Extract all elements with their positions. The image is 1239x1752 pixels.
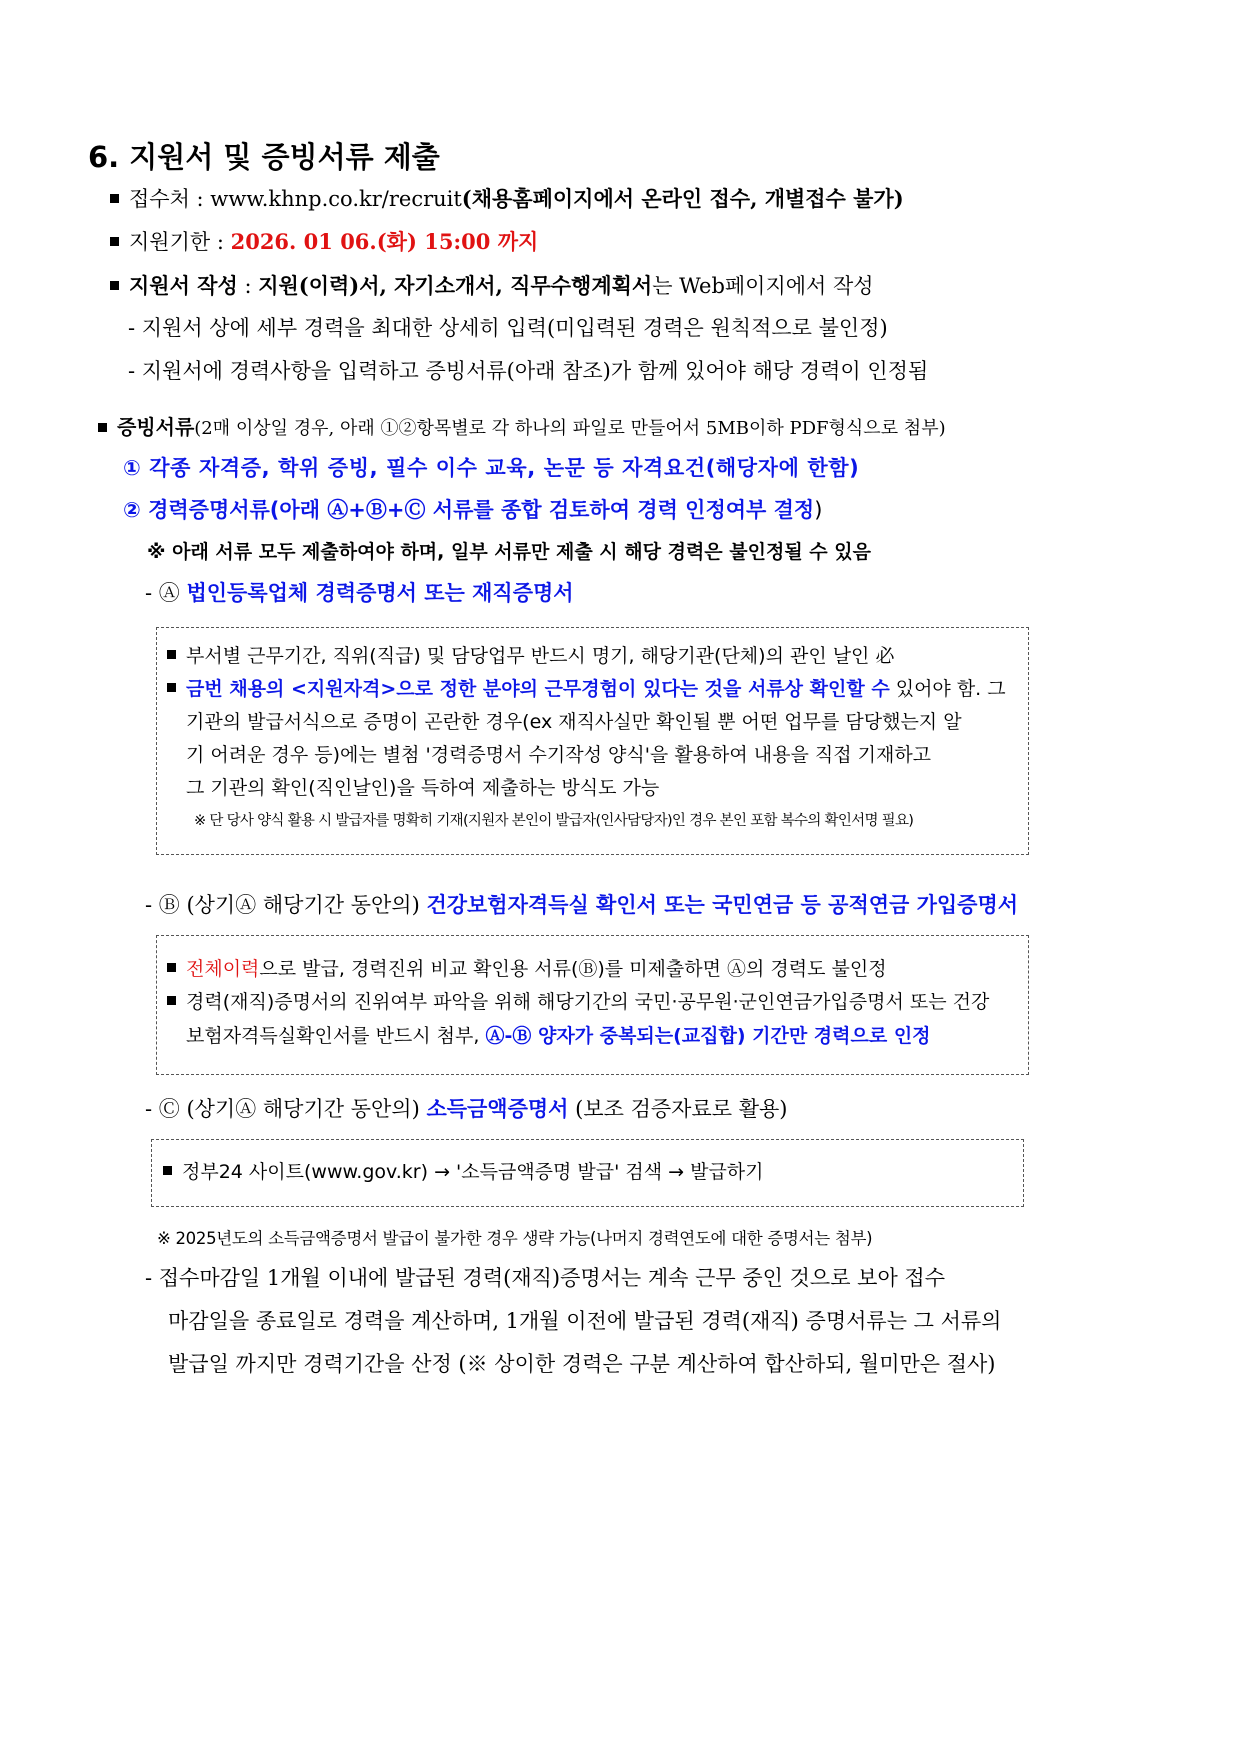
doc-a-box-note: ※ 단 당사 양식 활용 시 발급자를 명확히 기재(지원자 본인이 발급자(인사담당자)인 경우 본인 포함 복수의 확인서명 필요) bbox=[194, 813, 914, 829]
proof-item-2-main: ② 경력증명서류(아래 Ⓐ+Ⓑ+Ⓒ 서류를 종합 검토하여 경력 인정여부 결정 bbox=[123, 498, 815, 522]
reception-note: (채용홈페이지에서 온라인 접수, 개별접수 불가) bbox=[461, 186, 904, 211]
final-line-2: 마감일을 종료일로 경력을 계산하며, 1개월 이전에 발급된 경력(재직) 증명서류는 그 서류의 bbox=[168, 1309, 1002, 1333]
proof-line bbox=[98, 415, 946, 440]
doc-b-box-line-1: 전체이력으로 발급, 경력진위 비교 확인용 서류(Ⓑ)를 미제출하면 Ⓐ의 경력도 불인정 bbox=[167, 958, 887, 981]
doc-a-box-line-3: 기관의 발급서식으로 증명이 곤란한 경우(ex 재직사실만 확인될 뿐 어떤 업무를 담당했는지 알 bbox=[186, 711, 962, 733]
deadline-value: 2026. 01 06.(화) 15:00 까지 bbox=[230, 229, 539, 254]
doc-a-box-line-4: 기 어려운 경우 등)에는 별첨 '경력증명서 수기작성 양식'을 활용하여 내용을 직접 기재하고 bbox=[186, 744, 932, 766]
writing-note-2: - 지원서에 경력사항을 입력하고 증빙서류(아래 참조)가 함께 있어야 해당 경력이 인정됨 bbox=[128, 359, 929, 383]
doc-a-box-line-2: 금번 채용의 <지원자격>으로 정한 분야의 근무경험이 있다는 것을 서류상 확인할 수 있어야 함. 그 bbox=[167, 678, 1006, 701]
square-bullet-icon bbox=[110, 194, 119, 203]
writing-items: 지원(이력)서, 자기소개서, 직무수행계획서 bbox=[258, 273, 653, 298]
deadline-label: 지원기한 : bbox=[129, 230, 224, 254]
reception-url: www.khnp.co.kr/recruit bbox=[210, 187, 462, 211]
doc-c-box-line-1: 정부24 사이트(www.gov.kr) → '소득금액증명 발급' 검색 → 발급하기 bbox=[163, 1161, 764, 1184]
proof-item-2 bbox=[123, 498, 822, 523]
square-bullet-icon bbox=[167, 650, 176, 659]
square-bullet-icon bbox=[110, 237, 119, 246]
square-bullet-icon bbox=[167, 683, 176, 692]
doc-c-title: 소득금액증명서 bbox=[426, 1097, 569, 1121]
doc-a-box-line-5: 그 기관의 확인(직인날인)을 득하여 제출하는 방식도 가능 bbox=[186, 777, 660, 799]
square-bullet-icon bbox=[167, 996, 176, 1005]
deadline-line bbox=[110, 229, 538, 255]
proof-note: (2매 이상일 경우, 아래 ①②항목별로 각 하나의 파일로 만들어서 5MB이하 PDF형식으로 첨부) bbox=[194, 418, 946, 439]
doc-c-suffix: (보조 검증자료로 활용) bbox=[575, 1097, 788, 1121]
reception-label: 접수처 : bbox=[129, 187, 204, 211]
doc-b-prefix: - Ⓑ (상기Ⓐ 해당기간 동안의) bbox=[145, 893, 420, 917]
square-bullet-icon bbox=[163, 1166, 172, 1175]
square-bullet-icon bbox=[110, 281, 119, 290]
doc-a-prefix: - Ⓐ bbox=[145, 581, 180, 605]
writing-note-1: - 지원서 상에 세부 경력을 최대한 상세히 입력(미입력된 경력은 원칙적으로 불인정) bbox=[128, 316, 888, 340]
doc-c-heading bbox=[145, 1097, 787, 1122]
proof-label: 증빙서류 bbox=[117, 415, 195, 439]
proof-warning: ※ 아래 서류 모두 제출하여야 하며, 일부 서류만 제출 시 해당 경력은 불인정될 수 있음 bbox=[147, 541, 871, 563]
doc-b-title: 건강보험자격득실 확인서 또는 국민연금 등 공적연금 가입증명서 bbox=[426, 893, 1019, 917]
square-bullet-icon bbox=[167, 963, 176, 972]
final-line-1: - 접수마감일 1개월 이내에 발급된 경력(재직)증명서는 계속 근무 중인 것으로 보아 접수 bbox=[145, 1266, 945, 1290]
doc-c-prefix: - Ⓒ (상기Ⓐ 해당기간 동안의) bbox=[145, 1097, 420, 1121]
doc-a-title: 법인등록업체 경력증명서 또는 재직증명서 bbox=[186, 581, 574, 605]
doc-b-box-line-2: 경력(재직)증명서의 진위여부 파악을 위해 해당기간의 국민·공무원·군인연금가입증명서 또는 건강 bbox=[167, 991, 989, 1014]
reception-line bbox=[110, 186, 904, 212]
writing-label: 지원서 작성 bbox=[129, 273, 238, 298]
proof-item-2-close: ) bbox=[814, 498, 823, 522]
final-line-3: 발급일 까지만 경력기간을 산정 (※ 상이한 경력은 구분 계산하여 합산하되, 월미만은 절사) bbox=[168, 1352, 996, 1376]
doc-a-heading bbox=[145, 581, 574, 606]
square-bullet-icon bbox=[98, 423, 107, 432]
proof-item-1: ① 각종 자격증, 학위 증빙, 필수 이수 교육, 논문 등 자격요건(해당자에 한함) bbox=[123, 456, 860, 480]
doc-a-box-line-1: 부서별 근무기간, 직위(직급) 및 담당업무 반드시 명기, 해당기관(단체)의 관인 날인 必 bbox=[167, 645, 894, 668]
section-title: 6. 지원서 및 증빙서류 제출 bbox=[88, 140, 440, 174]
writing-sep: : bbox=[244, 274, 252, 298]
writing-line bbox=[110, 273, 874, 299]
writing-suffix: 는 Web페이지에서 작성 bbox=[652, 274, 874, 298]
doc-b-heading bbox=[145, 893, 1018, 918]
doc-b-box-line-3: 보험자격득실확인서를 반드시 첨부, Ⓐ-Ⓑ 양자가 중복되는(교집합) 기간만 경력으로 인정 bbox=[186, 1025, 931, 1047]
doc-c-note: ※ 2025년도의 소득금액증명서 발급이 불가한 경우 생략 가능(나머지 경력연도에 대한 증명서는 첨부) bbox=[157, 1229, 873, 1248]
